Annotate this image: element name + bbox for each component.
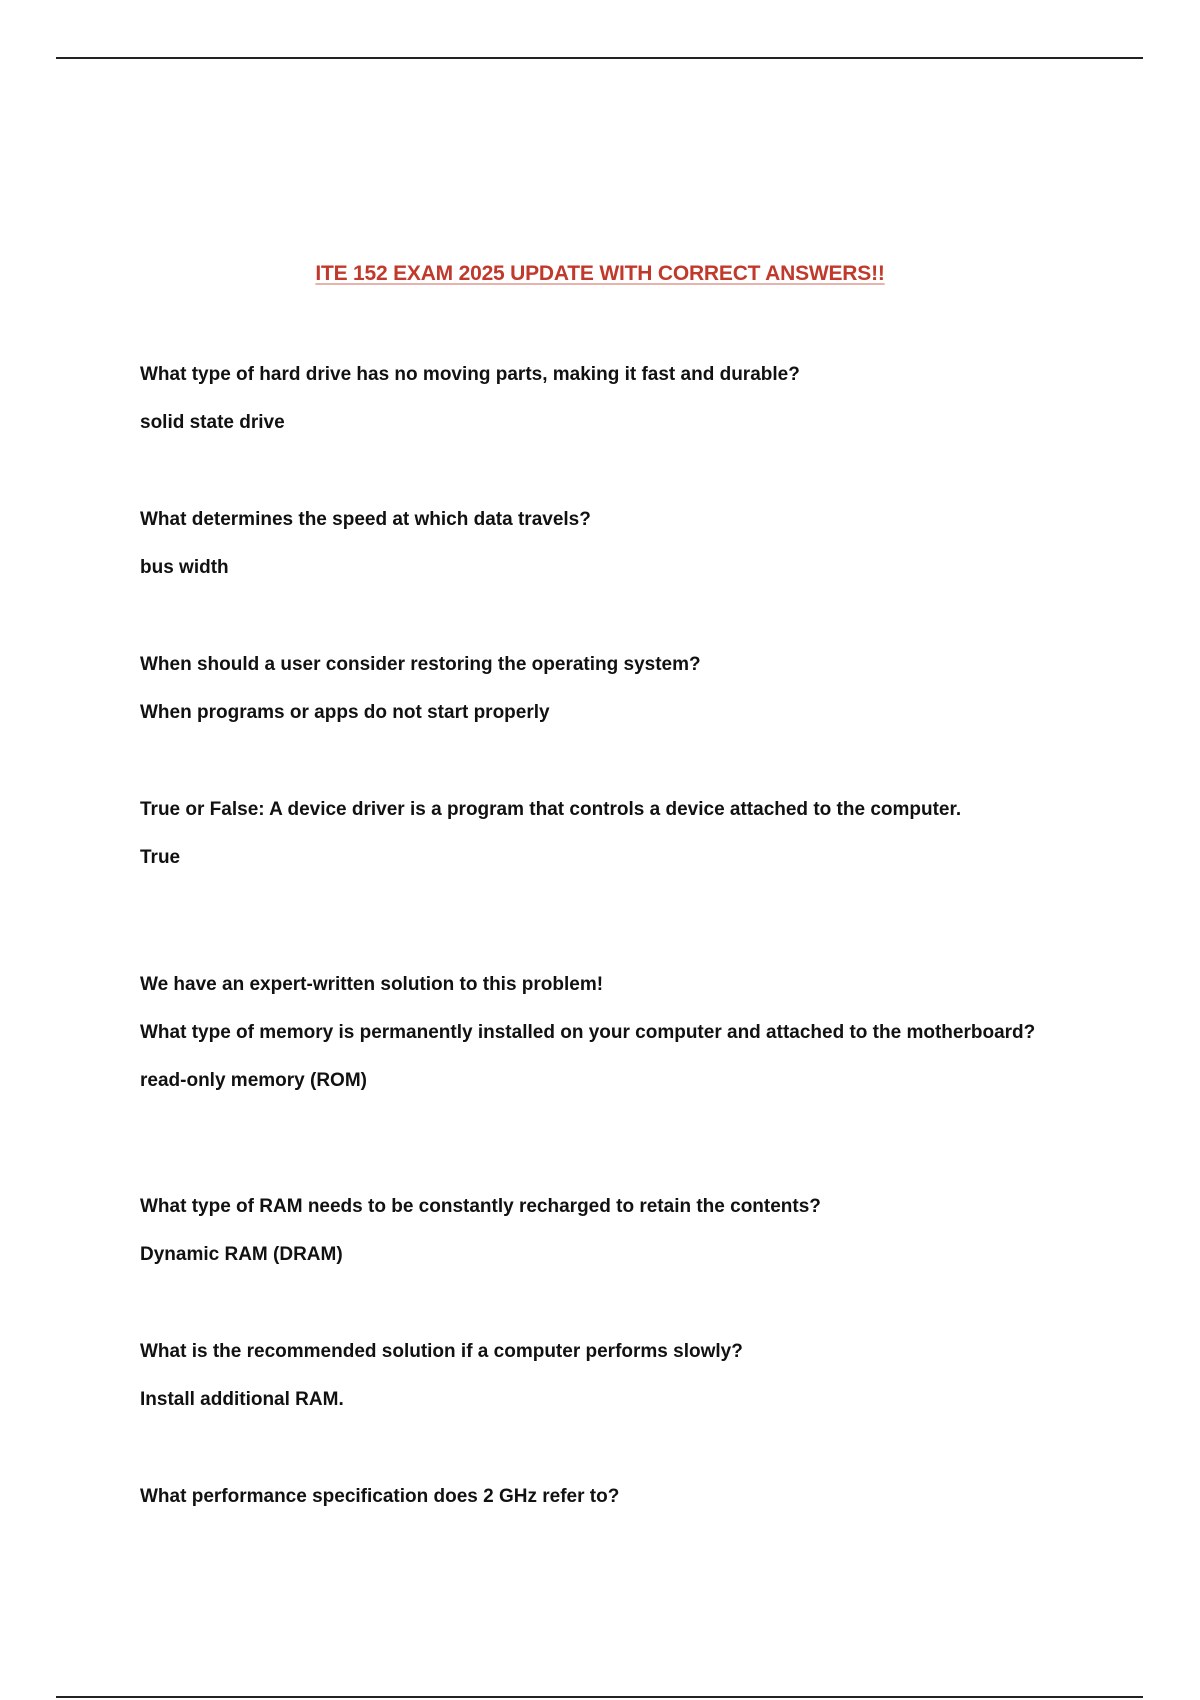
document-title: ITE 152 EXAM 2025 UPDATE WITH CORRECT ANSWERS!! — [315, 262, 885, 285]
question-1: What type of hard drive has no moving parts, making it fast and durable? — [140, 364, 800, 385]
question-8: What performance specification does 2 GHz refer to? — [140, 1486, 620, 1507]
qa-item-8 — [140, 1482, 1040, 1530]
qa-item-5 — [140, 1018, 1040, 1095]
question-5: What type of memory is permanently installed on your computer and attached to the motherboard? — [140, 1022, 1036, 1043]
top-rule — [56, 57, 1143, 59]
answer-5: read-only memory (ROM) — [140, 1070, 367, 1091]
qa-item-1 — [140, 360, 1040, 437]
question-2: What determines the speed at which data travels? — [140, 509, 591, 530]
answer-4: True — [140, 847, 181, 868]
expert-solution-note: We have an expert-written solution to this problem! — [140, 974, 604, 995]
bottom-rule — [56, 1696, 1143, 1698]
qa-item-5-note — [140, 970, 1040, 999]
qa-item-2 — [140, 505, 1040, 582]
question-6: What type of RAM needs to be constantly recharged to retain the contents? — [140, 1196, 821, 1217]
answer-7: Install additional RAM. — [140, 1389, 344, 1410]
answer-6: Dynamic RAM (DRAM) — [140, 1244, 343, 1265]
question-4: True or False: A device driver is a program that controls a device attached to the computer. — [140, 799, 962, 820]
question-7: What is the recommended solution if a computer performs slowly? — [140, 1341, 743, 1362]
qa-item-4 — [140, 795, 1040, 872]
qa-item-6 — [140, 1192, 1040, 1269]
answer-2: bus width — [140, 557, 229, 578]
qa-item-7 — [140, 1337, 1040, 1414]
qa-item-3 — [140, 650, 1040, 727]
answer-1: solid state drive — [140, 412, 285, 433]
question-3: When should a user consider restoring the operating system? — [140, 654, 701, 675]
answer-3: When programs or apps do not start properly — [140, 702, 550, 723]
